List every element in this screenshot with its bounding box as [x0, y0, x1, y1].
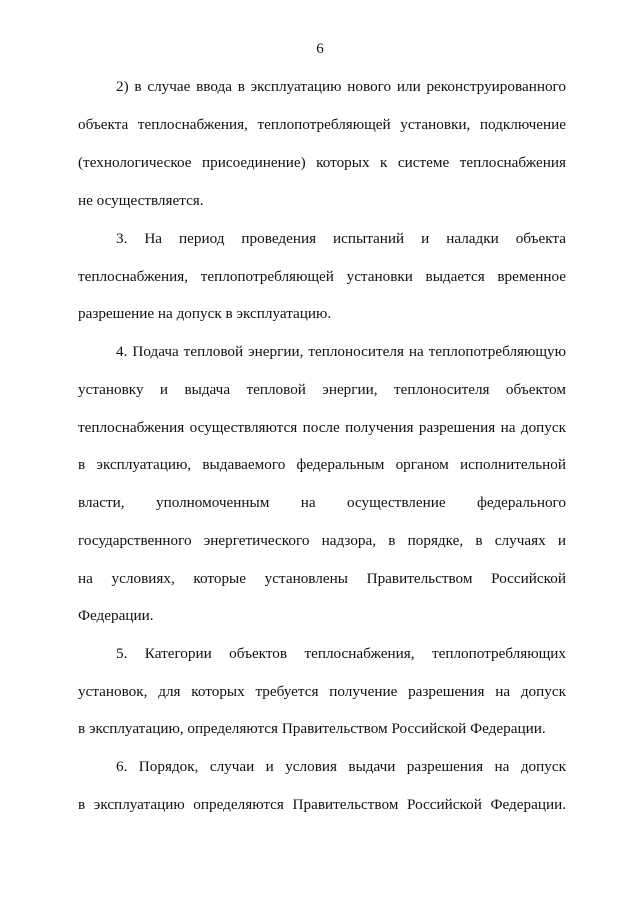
text-line: объекта теплоснабжения, теплопотребляющей установки, подключение	[78, 116, 566, 133]
text-line: Федерации.	[78, 607, 154, 624]
text-line: не осуществляется.	[78, 192, 204, 209]
text-line: теплоснабжения осуществляются после получения разрешения на допуск	[78, 419, 566, 436]
text-line: 5. Категории объектов теплоснабжения, теплопотребляющих	[116, 645, 566, 662]
text-line: 6. Порядок, случаи и условия выдачи разрешения на допуск	[116, 758, 566, 775]
text-line: в эксплуатацию, определяются Правительством Российской Федерации.	[78, 720, 546, 737]
text-line: на условиях, которые установлены Правительством Российской	[78, 570, 566, 587]
text-line: государственного энергетического надзора, в порядке, в случаях и	[78, 532, 566, 549]
text-line: в эксплуатацию, выдаваемого федеральным органом исполнительной	[78, 456, 566, 473]
text-line: (технологическое присоединение) которых к системе теплоснабжения	[78, 154, 566, 171]
page-number: 6	[316, 41, 324, 57]
text-line: 3. На период проведения испытаний и наладки объекта	[116, 230, 566, 247]
text-line: 4. Подача тепловой энергии, теплоносителя на теплопотребляющую	[116, 343, 566, 360]
text-line: в эксплуатацию определяются Правительством Российской Федерации.	[78, 796, 566, 813]
text-line: разрешение на допуск в эксплуатацию.	[78, 305, 332, 322]
text-line: власти, уполномоченным на осуществление федерального	[78, 494, 566, 511]
text-line: установку и выдача тепловой энергии, теплоносителя объектом	[78, 381, 566, 398]
text-line: 2) в случае ввода в эксплуатацию нового или реконструированного	[116, 78, 566, 95]
text-line: теплоснабжения, теплопотребляющей установки выдается временное	[78, 268, 566, 285]
text-line: установок, для которых требуется получение разрешения на допуск	[78, 683, 566, 700]
